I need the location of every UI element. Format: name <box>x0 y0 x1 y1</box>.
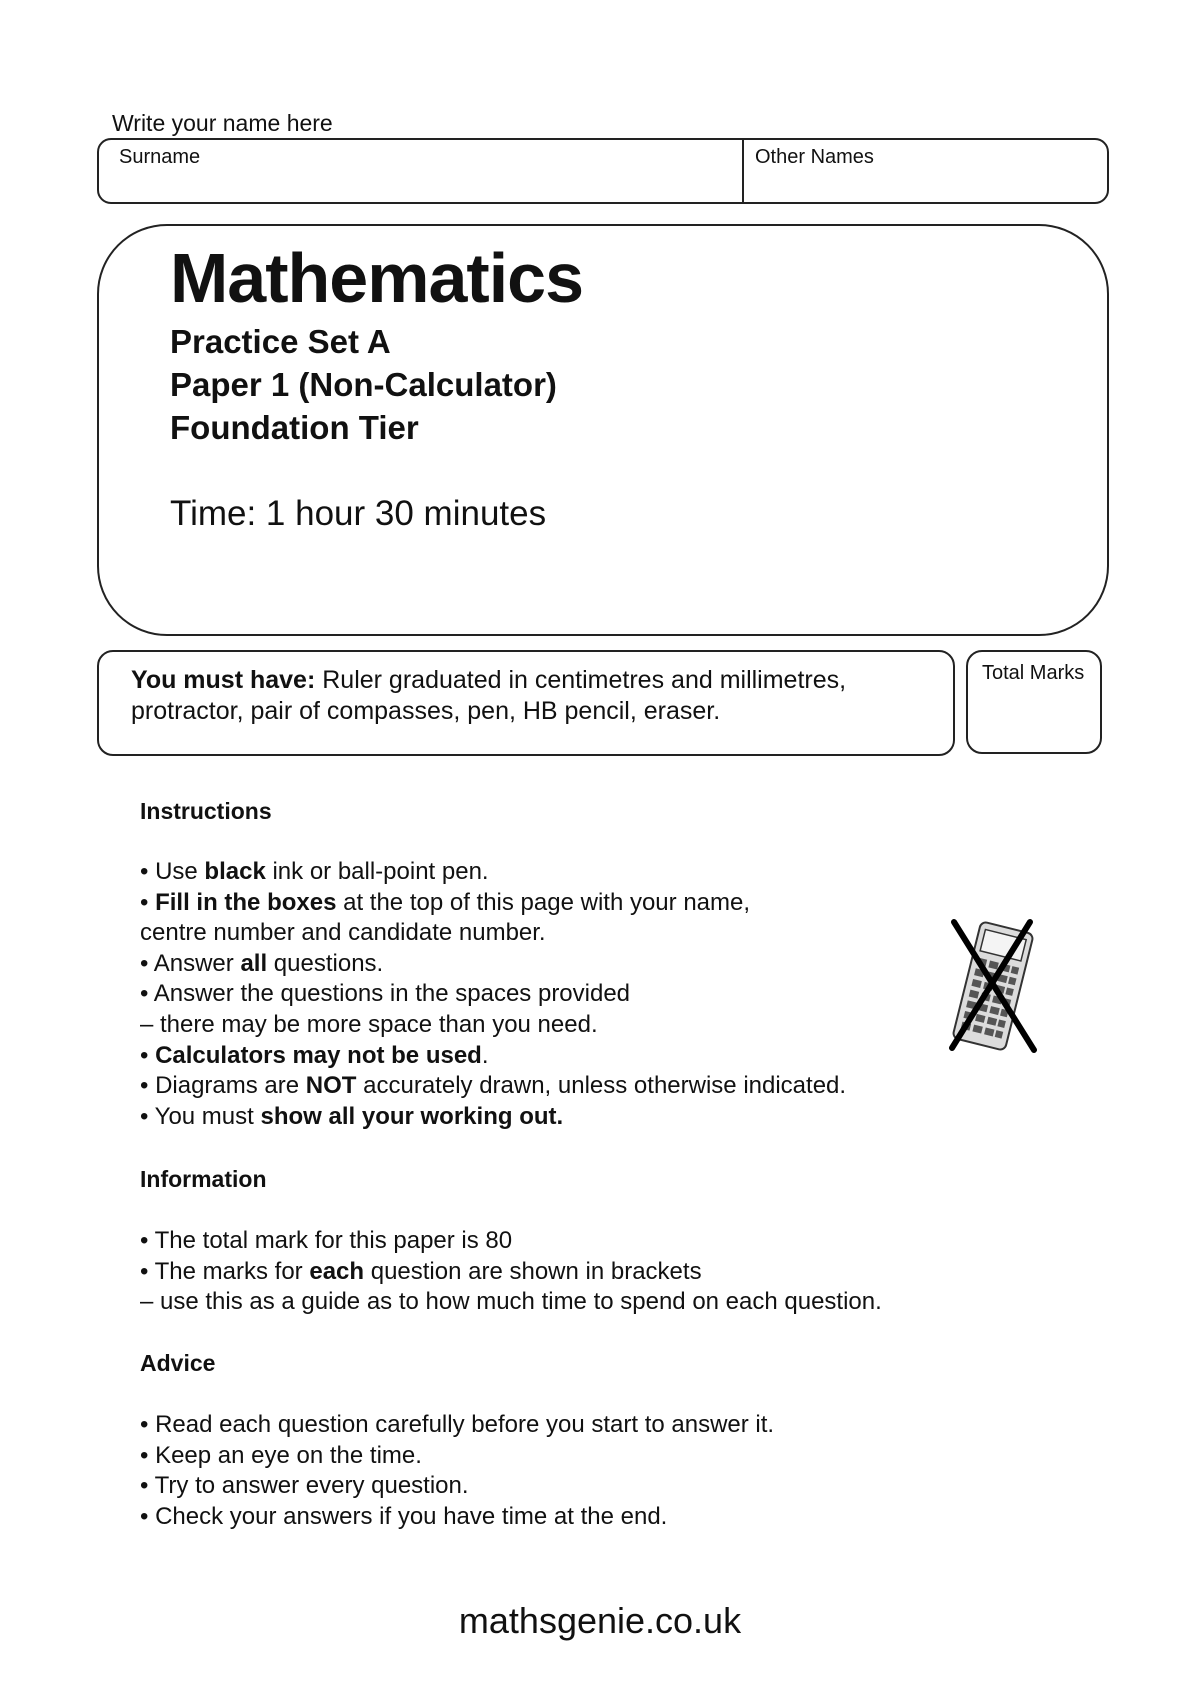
information-heading: Information <box>140 1166 267 1192</box>
instruction-line: • Answer all questions. <box>140 949 384 977</box>
advice-line: • Try to answer every question. <box>140 1472 469 1500</box>
name-box <box>97 138 1109 204</box>
other-names-label: Other Names <box>755 146 874 168</box>
instruction-line: • Fill in the boxes at the top of this page with your name, <box>140 888 751 916</box>
total-marks-box <box>966 650 1102 754</box>
instruction-line: • Use black ink or ball-point pen. <box>140 858 489 885</box>
instruction-line: • You must show all your working out. <box>140 1102 564 1130</box>
surname-label: Surname <box>119 146 201 168</box>
requirements-label: You must have: <box>131 666 316 694</box>
advice-line: • Keep an eye on the time. <box>140 1441 422 1469</box>
instruction-line: • Answer the questions in the spaces provided <box>140 980 631 1008</box>
footer-website: mathsgenie.co.uk <box>458 1600 742 1641</box>
advice-list <box>140 1410 774 1532</box>
requirements-box <box>97 650 955 756</box>
information-line: • The marks for each question are shown in brackets <box>140 1257 702 1285</box>
instructions-heading: Instructions <box>140 798 272 824</box>
paper-title: Mathematics <box>170 239 584 317</box>
requirements-list: Ruler graduated in centimetres and millimetres, protractor, pair of compasses, pen, HB pencil, eraser. <box>131 666 847 725</box>
name-prompt: Write your name here <box>112 110 333 136</box>
information-line: • The total mark for this paper is 80 <box>140 1227 513 1254</box>
name-divider <box>742 140 744 202</box>
tier: Foundation Tier <box>170 409 419 446</box>
time-allowed: Time: 1 hour 30 minutes <box>170 494 547 533</box>
instruction-line: • Calculators may not be used. <box>140 1041 489 1069</box>
instructions-list <box>140 857 846 1132</box>
information-list <box>140 1226 882 1318</box>
instruction-line: • Diagrams are NOT accurately drawn, unless otherwise indicated. <box>140 1072 847 1100</box>
paper-number: Paper 1 (Non-Calculator) <box>170 366 557 403</box>
instruction-line: – there may be more space than you need. <box>140 1010 598 1038</box>
total-marks-label: Total Marks <box>982 662 1085 684</box>
advice-heading: Advice <box>140 1350 216 1376</box>
advice-line: • Read each question carefully before you start to answer it. <box>140 1411 775 1438</box>
practice-set: Practice Set A <box>170 323 391 360</box>
advice-line: • Check your answers if you have time at the end. <box>140 1502 668 1530</box>
information-line: – use this as a guide as to how much time to spend on each question. <box>140 1288 882 1316</box>
requirements-text <box>131 665 931 727</box>
crossed-out-calculator-icon <box>946 918 1040 1054</box>
instruction-line: centre number and candidate number. <box>140 919 546 947</box>
